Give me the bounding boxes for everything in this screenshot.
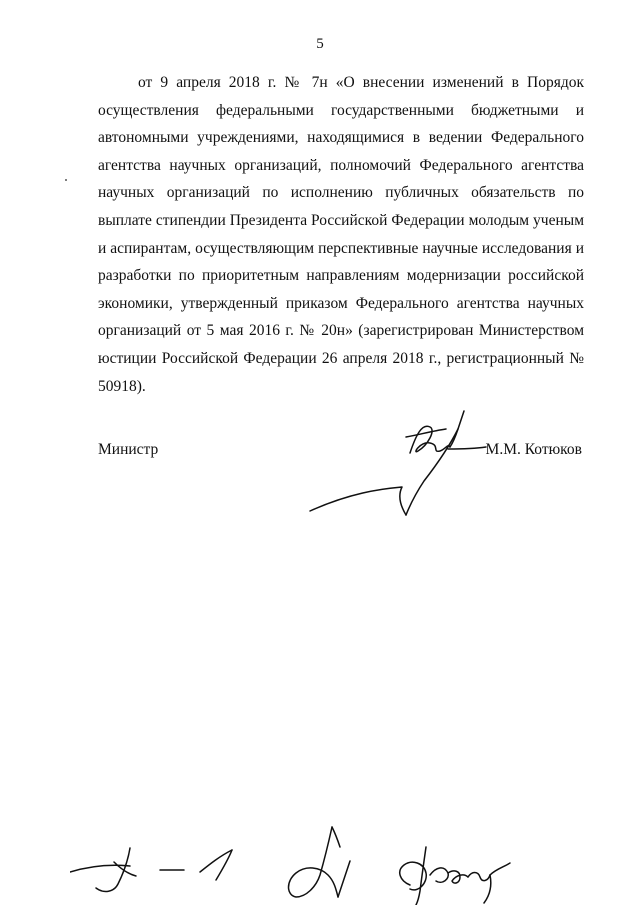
signer-name: М.М. Котюков xyxy=(485,441,582,458)
initials-signature-left xyxy=(70,828,250,898)
speck-mark xyxy=(65,179,67,181)
signer-title: Министр xyxy=(98,441,159,458)
minister-signature xyxy=(300,405,490,525)
initials-signature-middle xyxy=(280,825,370,905)
body-paragraph: от 9 апреля 2018 г. № 7н «О внесении изменений в Порядок осуществления федеральными государственными бюджетными и автономными учреждениями, находящимися в ведении Федерального агентства научных организаций, полномочий Федерального агентства научных организаций по исполнению публичных обязательств по выплате стипендии Президента Российской Федерации молодым ученым и аспирантам, осуществляющим перспективные научные исследования и разработки по приоритетным направлениям модернизации российской экономики, утвержденный приказом Федерального агентства научных организаций от 5 мая 2016 г. № 20н» (зарегистрирован Министерством юстиции Российской Федерации 26 апреля 2018 г., регистрационный № 50918). xyxy=(98,74,584,395)
initials-signature-right xyxy=(390,845,520,905)
page-number: 5 xyxy=(316,36,324,52)
